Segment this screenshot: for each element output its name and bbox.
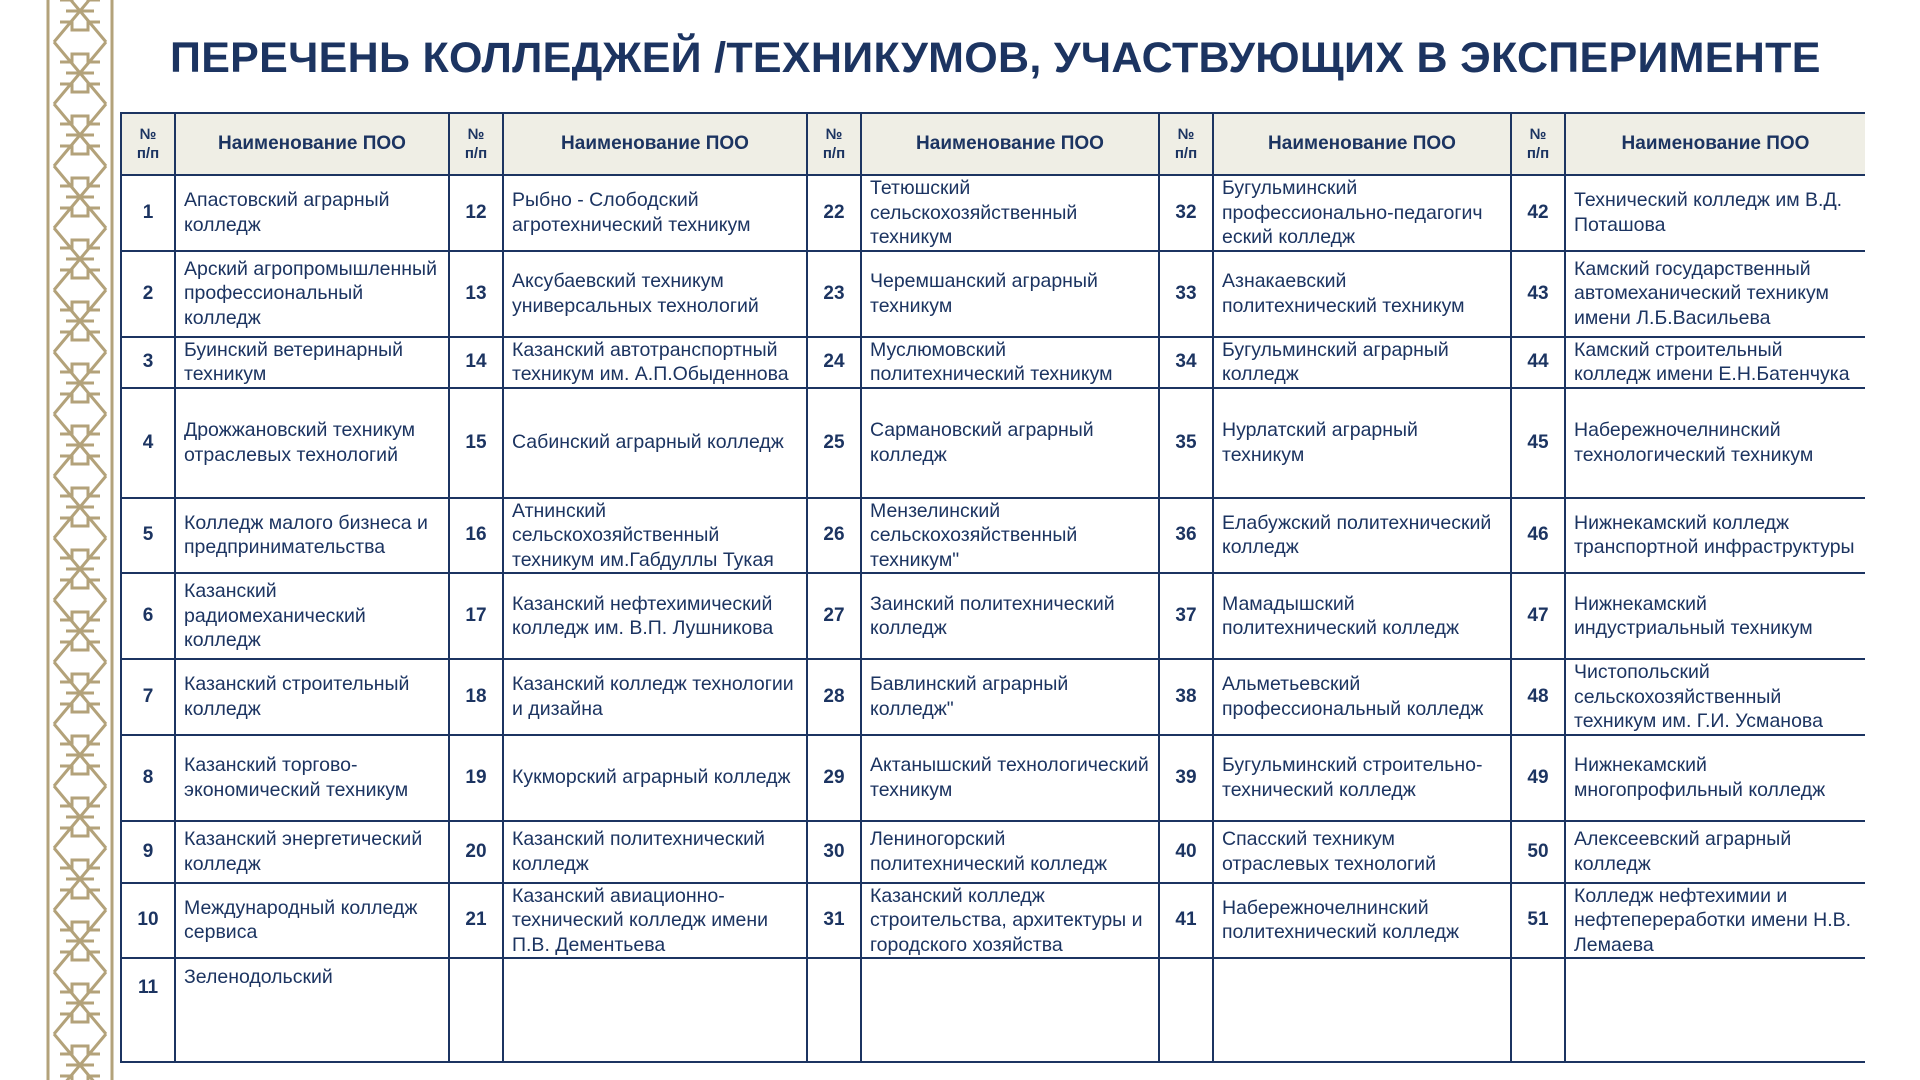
table-row (121, 175, 1865, 251)
row-number: 20 (449, 821, 503, 883)
colleges-table-container (120, 112, 1865, 1080)
college-name: Нижнекамский многопрофильный колледж (1565, 735, 1865, 821)
header-num (1159, 113, 1213, 175)
row-number: 27 (807, 573, 861, 659)
table-row (121, 251, 1865, 337)
row-number: 4 (121, 388, 175, 498)
row-number: 50 (1511, 821, 1565, 883)
row-number: 43 (1511, 251, 1565, 337)
header-num (449, 113, 503, 175)
college-name: Чистопольский сельскохозяйственный техникум им. Г.И. Усманова (1565, 659, 1865, 735)
row-number: 31 (807, 883, 861, 959)
college-name: Казанский политехнический колледж (503, 821, 807, 883)
row-number: 1 (121, 175, 175, 251)
header-num-line2: п/п (1174, 145, 1198, 162)
row-number: 14 (449, 337, 503, 388)
college-name: Набережночелнинский технологический техникум (1565, 388, 1865, 498)
header-name: Наименование ПОО (1565, 113, 1865, 175)
college-name (503, 958, 807, 1062)
college-name: Лениногорский политехнический колледж (861, 821, 1159, 883)
page-title: ПЕРЕЧЕНЬ КОЛЛЕДЖЕЙ /ТЕХНИКУМОВ, УЧАСТВУЮЩИХ В ЭКСПЕРИМЕНТЕ (170, 34, 1821, 82)
header-num (807, 113, 861, 175)
row-number: 40 (1159, 821, 1213, 883)
table-row (121, 735, 1865, 821)
row-number: 41 (1159, 883, 1213, 959)
college-name: Альметьевский профессиональный колледж (1213, 659, 1511, 735)
college-name: Сармановский аграрный колледж (861, 388, 1159, 498)
row-number: 2 (121, 251, 175, 337)
header-num-line1: № (825, 126, 843, 143)
table-row (121, 573, 1865, 659)
college-name: Буинский ветеринарный техникум (175, 337, 449, 388)
college-name: Спасский техникум отраслевых технологий (1213, 821, 1511, 883)
row-number: 9 (121, 821, 175, 883)
college-name: Актанышский технологический техникум (861, 735, 1159, 821)
header-num-line2: п/п (1526, 145, 1550, 162)
college-name: Набережночелнинский политехнический колледж (1213, 883, 1511, 959)
row-number: 21 (449, 883, 503, 959)
row-number: 8 (121, 735, 175, 821)
college-name: Казанский радиомеханический колледж (175, 573, 449, 659)
row-number: 25 (807, 388, 861, 498)
row-number: 39 (1159, 735, 1213, 821)
row-number: 48 (1511, 659, 1565, 735)
row-number: 17 (449, 573, 503, 659)
header-num-line1: № (1529, 126, 1547, 143)
row-number: 19 (449, 735, 503, 821)
college-name: Муслюмовский политехнический техникум (861, 337, 1159, 388)
college-name: Рыбно - Слободский агротехнический техникум (503, 175, 807, 251)
row-number: 16 (449, 498, 503, 574)
college-name: Арский агропромышленный профессиональный колледж (175, 251, 449, 337)
row-number: 18 (449, 659, 503, 735)
table-row (121, 821, 1865, 883)
table-row (121, 659, 1865, 735)
row-number: 32 (1159, 175, 1213, 251)
row-number: 47 (1511, 573, 1565, 659)
college-name: Бугульминский строительно-технический колледж (1213, 735, 1511, 821)
row-number: 6 (121, 573, 175, 659)
college-name: Алексеевский аграрный колледж (1565, 821, 1865, 883)
header-num-line1: № (1177, 126, 1195, 143)
row-number: 24 (807, 337, 861, 388)
college-name: Аксубаевский техникум универсальных технологий (503, 251, 807, 337)
row-number (807, 958, 861, 1062)
row-number: 23 (807, 251, 861, 337)
header-num-line2: п/п (136, 145, 160, 162)
row-number: 38 (1159, 659, 1213, 735)
college-name (1213, 958, 1511, 1062)
table-row (121, 498, 1865, 574)
college-name: Елабужский политехнический колледж (1213, 498, 1511, 574)
row-number: 12 (449, 175, 503, 251)
college-name: Зеленодольский (175, 958, 449, 1062)
header-num-line2: п/п (822, 145, 846, 162)
table-row (121, 337, 1865, 388)
college-name: Атнинский сельскохозяйственный техникум им.Габдуллы Тукая (503, 498, 807, 574)
college-name: Нурлатский аграрный техникум (1213, 388, 1511, 498)
table-row (121, 883, 1865, 959)
college-name: Казанский авиационно-технический колледж имени П.В. Дементьева (503, 883, 807, 959)
row-number: 3 (121, 337, 175, 388)
row-number: 44 (1511, 337, 1565, 388)
row-number: 46 (1511, 498, 1565, 574)
header-num (121, 113, 175, 175)
row-number: 26 (807, 498, 861, 574)
college-name: Нижнекамский колледж транспортной инфраструктуры (1565, 498, 1865, 574)
row-number (449, 958, 503, 1062)
row-number: 34 (1159, 337, 1213, 388)
header-name: Наименование ПОО (175, 113, 449, 175)
college-name (1565, 958, 1865, 1062)
college-name: Азнакаевский политехнический техникум (1213, 251, 1511, 337)
row-number: 13 (449, 251, 503, 337)
row-number: 28 (807, 659, 861, 735)
college-name: Международный колледж сервиса (175, 883, 449, 959)
college-name: Колледж малого бизнеса и предпринимательства (175, 498, 449, 574)
row-number: 10 (121, 883, 175, 959)
row-number: 35 (1159, 388, 1213, 498)
college-name: Тетюшский сельскохозяйственный техникум (861, 175, 1159, 251)
college-name: Казанский энергетический колледж (175, 821, 449, 883)
header-name: Наименование ПОО (503, 113, 807, 175)
header-num-line1: № (139, 126, 157, 143)
college-name: Бавлинский аграрный колледж" (861, 659, 1159, 735)
college-name: Казанский колледж технологии и дизайна (503, 659, 807, 735)
college-name: Черемшанский аграрный техникум (861, 251, 1159, 337)
ornament-motif (54, 1034, 106, 1080)
row-number: 45 (1511, 388, 1565, 498)
row-number: 22 (807, 175, 861, 251)
college-name: Бугульминский аграрный колледж (1213, 337, 1511, 388)
row-number: 29 (807, 735, 861, 821)
college-name: Технический колледж им В.Д. Поташова (1565, 175, 1865, 251)
college-name: Казанский колледж строительства, архитектуры и городского хозяйства (861, 883, 1159, 959)
college-name: Бугульминский профессионально-педагогич еский колледж (1213, 175, 1511, 251)
row-number: 42 (1511, 175, 1565, 251)
row-number: 37 (1159, 573, 1213, 659)
row-number: 15 (449, 388, 503, 498)
table-row (121, 388, 1865, 498)
header-num-line1: № (467, 126, 485, 143)
header-num-line2: п/п (464, 145, 488, 162)
header-name: Наименование ПОО (1213, 113, 1511, 175)
college-name: Заинский политехнический колледж (861, 573, 1159, 659)
row-number: 36 (1159, 498, 1213, 574)
table-row (121, 958, 1865, 1062)
colleges-table (120, 112, 1865, 1063)
college-name: Казанский строительный колледж (175, 659, 449, 735)
ornament-border (44, 0, 116, 1080)
college-name: Дрожжановский техникум отраслевых технологий (175, 388, 449, 498)
college-name: Казанский нефтехимический колледж им. В.П. Лушникова (503, 573, 807, 659)
header-num (1511, 113, 1565, 175)
college-name: Камский строительный колледж имени Е.Н.Батенчука (1565, 337, 1865, 388)
header-name: Наименование ПОО (861, 113, 1159, 175)
college-name: Мамадышский политехнический колледж (1213, 573, 1511, 659)
table-header-row (121, 113, 1865, 175)
row-number (1511, 958, 1565, 1062)
row-number: 11 (121, 958, 175, 1062)
row-number (1159, 958, 1213, 1062)
college-name: Нижнекамский индустриальный техникум (1565, 573, 1865, 659)
college-name: Мензелинский сельскохозяйственный техникум" (861, 498, 1159, 574)
row-number: 51 (1511, 883, 1565, 959)
row-number: 49 (1511, 735, 1565, 821)
row-number: 7 (121, 659, 175, 735)
college-name: Апастовский аграрный колледж (175, 175, 449, 251)
row-number: 33 (1159, 251, 1213, 337)
college-name: Кукморский аграрный колледж (503, 735, 807, 821)
college-name: Колледж нефтехимии и нефтепереработки имени Н.В. Лемаева (1565, 883, 1865, 959)
row-number: 5 (121, 498, 175, 574)
college-name: Казанский автотранспортный техникум им. А.П.Обыденнова (503, 337, 807, 388)
college-name: Казанский торгово-экономический техникум (175, 735, 449, 821)
college-name: Сабинский аграрный колледж (503, 388, 807, 498)
college-name: Камский государственный автомеханический техникум имени Л.Б.Васильева (1565, 251, 1865, 337)
college-name (861, 958, 1159, 1062)
row-number: 30 (807, 821, 861, 883)
